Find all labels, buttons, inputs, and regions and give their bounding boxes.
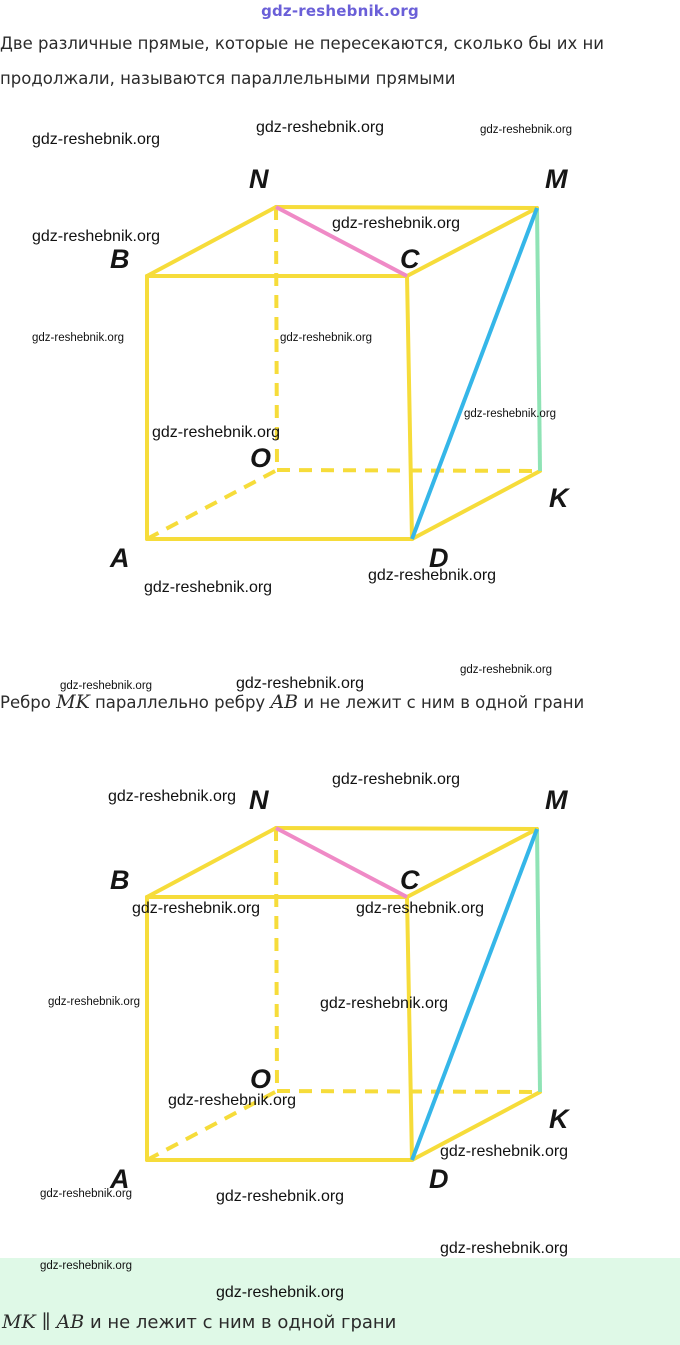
vertex-label-N: N (249, 785, 269, 815)
edge-mk-math: MK (56, 691, 90, 713)
site-header-link[interactable]: gdz-reshebnik.org (261, 2, 419, 20)
vertex-label-C: C (400, 244, 420, 274)
watermark: gdz-reshebnik.org (332, 771, 461, 788)
edge-ab-math: AB (270, 691, 299, 713)
definition-line-2: продолжали, называются параллельными прямыми (0, 69, 456, 88)
edge-BN (147, 207, 276, 276)
answer-line (2, 1311, 396, 1333)
cube-hidden-edges (147, 207, 540, 539)
edge-NO (276, 828, 277, 1091)
watermark: gdz-reshebnik.org (40, 1260, 133, 1272)
watermark: gdz-reshebnik.org (216, 1284, 345, 1301)
cube-figure-2 (0, 621, 680, 1261)
watermark: gdz-reshebnik.org (32, 332, 125, 344)
edge-NM (276, 828, 537, 829)
vertex-label-O: O (250, 1064, 272, 1094)
cube-visible-edges (147, 828, 540, 1160)
cube-figure-1 (0, 0, 680, 640)
watermark: gdz-reshebnik.org (60, 680, 153, 692)
watermark: gdz-reshebnik.org (256, 119, 385, 136)
definition-line-1: Две различные прямые, которые не пересекаются, сколько бы их ни (0, 34, 605, 53)
answer-formula: MK ∥ AB (2, 1311, 85, 1333)
vertex-label-C: C (400, 865, 420, 895)
vertex-label-B: B (110, 244, 130, 274)
watermark: gdz-reshebnik.org (280, 332, 373, 344)
vertex-label-B: B (110, 865, 130, 895)
vertex-label-M: M (545, 164, 568, 194)
watermark: gdz-reshebnik.org (152, 424, 281, 441)
watermark: gdz-reshebnik.org (440, 1240, 569, 1257)
watermark: gdz-reshebnik.org (132, 900, 261, 917)
edge-MK (537, 829, 540, 1092)
vertex-label-D: D (429, 543, 449, 573)
statement-middle: параллельно ребру (95, 693, 266, 712)
segment-NC (276, 828, 407, 897)
vertex-label-D: D (429, 1164, 449, 1194)
cube-hidden-edges (147, 828, 540, 1160)
segment-MD (412, 208, 537, 539)
answer-suffix: и не лежит с ним в одной грани (89, 1312, 397, 1333)
watermark: gdz-reshebnik.org (440, 1143, 569, 1160)
vertex-label-K: K (549, 483, 569, 513)
watermark: gdz-reshebnik.org (48, 996, 141, 1008)
watermark: gdz-reshebnik.org (40, 1188, 133, 1200)
edge-BN (147, 828, 276, 897)
watermark: gdz-reshebnik.org (108, 788, 237, 805)
watermark: gdz-reshebnik.org (168, 1092, 297, 1109)
watermark: gdz-reshebnik.org (32, 228, 161, 245)
edge-OK (277, 1091, 540, 1092)
watermark: gdz-reshebnik.org (464, 408, 557, 420)
edge-NM (276, 207, 537, 208)
vertex-label-A: A (110, 543, 130, 573)
edge-AO (147, 470, 277, 539)
edge-CM (407, 829, 537, 897)
vertex-label-A: A (110, 1164, 130, 1194)
watermark: gdz-reshebnik.org (144, 579, 273, 596)
edge-CD (407, 897, 412, 1160)
watermark: gdz-reshebnik.org (32, 131, 161, 148)
cube-visible-edges (147, 207, 540, 539)
vertex-label-N: N (249, 164, 269, 194)
watermark: gdz-reshebnik.org (236, 675, 365, 692)
vertex-label-M: M (545, 785, 568, 815)
watermark: gdz-reshebnik.org (320, 995, 449, 1012)
edge-CD (407, 276, 412, 539)
watermark: gdz-reshebnik.org (368, 567, 497, 584)
watermark: gdz-reshebnik.org (480, 124, 573, 136)
edge-MK (537, 208, 540, 471)
watermark: gdz-reshebnik.org (460, 664, 553, 676)
edge-DK (412, 471, 540, 539)
watermark: gdz-reshebnik.org (332, 215, 461, 232)
statement-prefix: Ребро (0, 693, 51, 712)
edge-OK (277, 470, 540, 471)
vertex-label-O: O (250, 443, 272, 473)
vertex-label-K: K (549, 1104, 569, 1134)
watermark: gdz-reshebnik.org (216, 1188, 345, 1205)
watermark: gdz-reshebnik.org (356, 900, 485, 917)
statement-suffix: и не лежит с ним в одной грани (303, 693, 585, 712)
